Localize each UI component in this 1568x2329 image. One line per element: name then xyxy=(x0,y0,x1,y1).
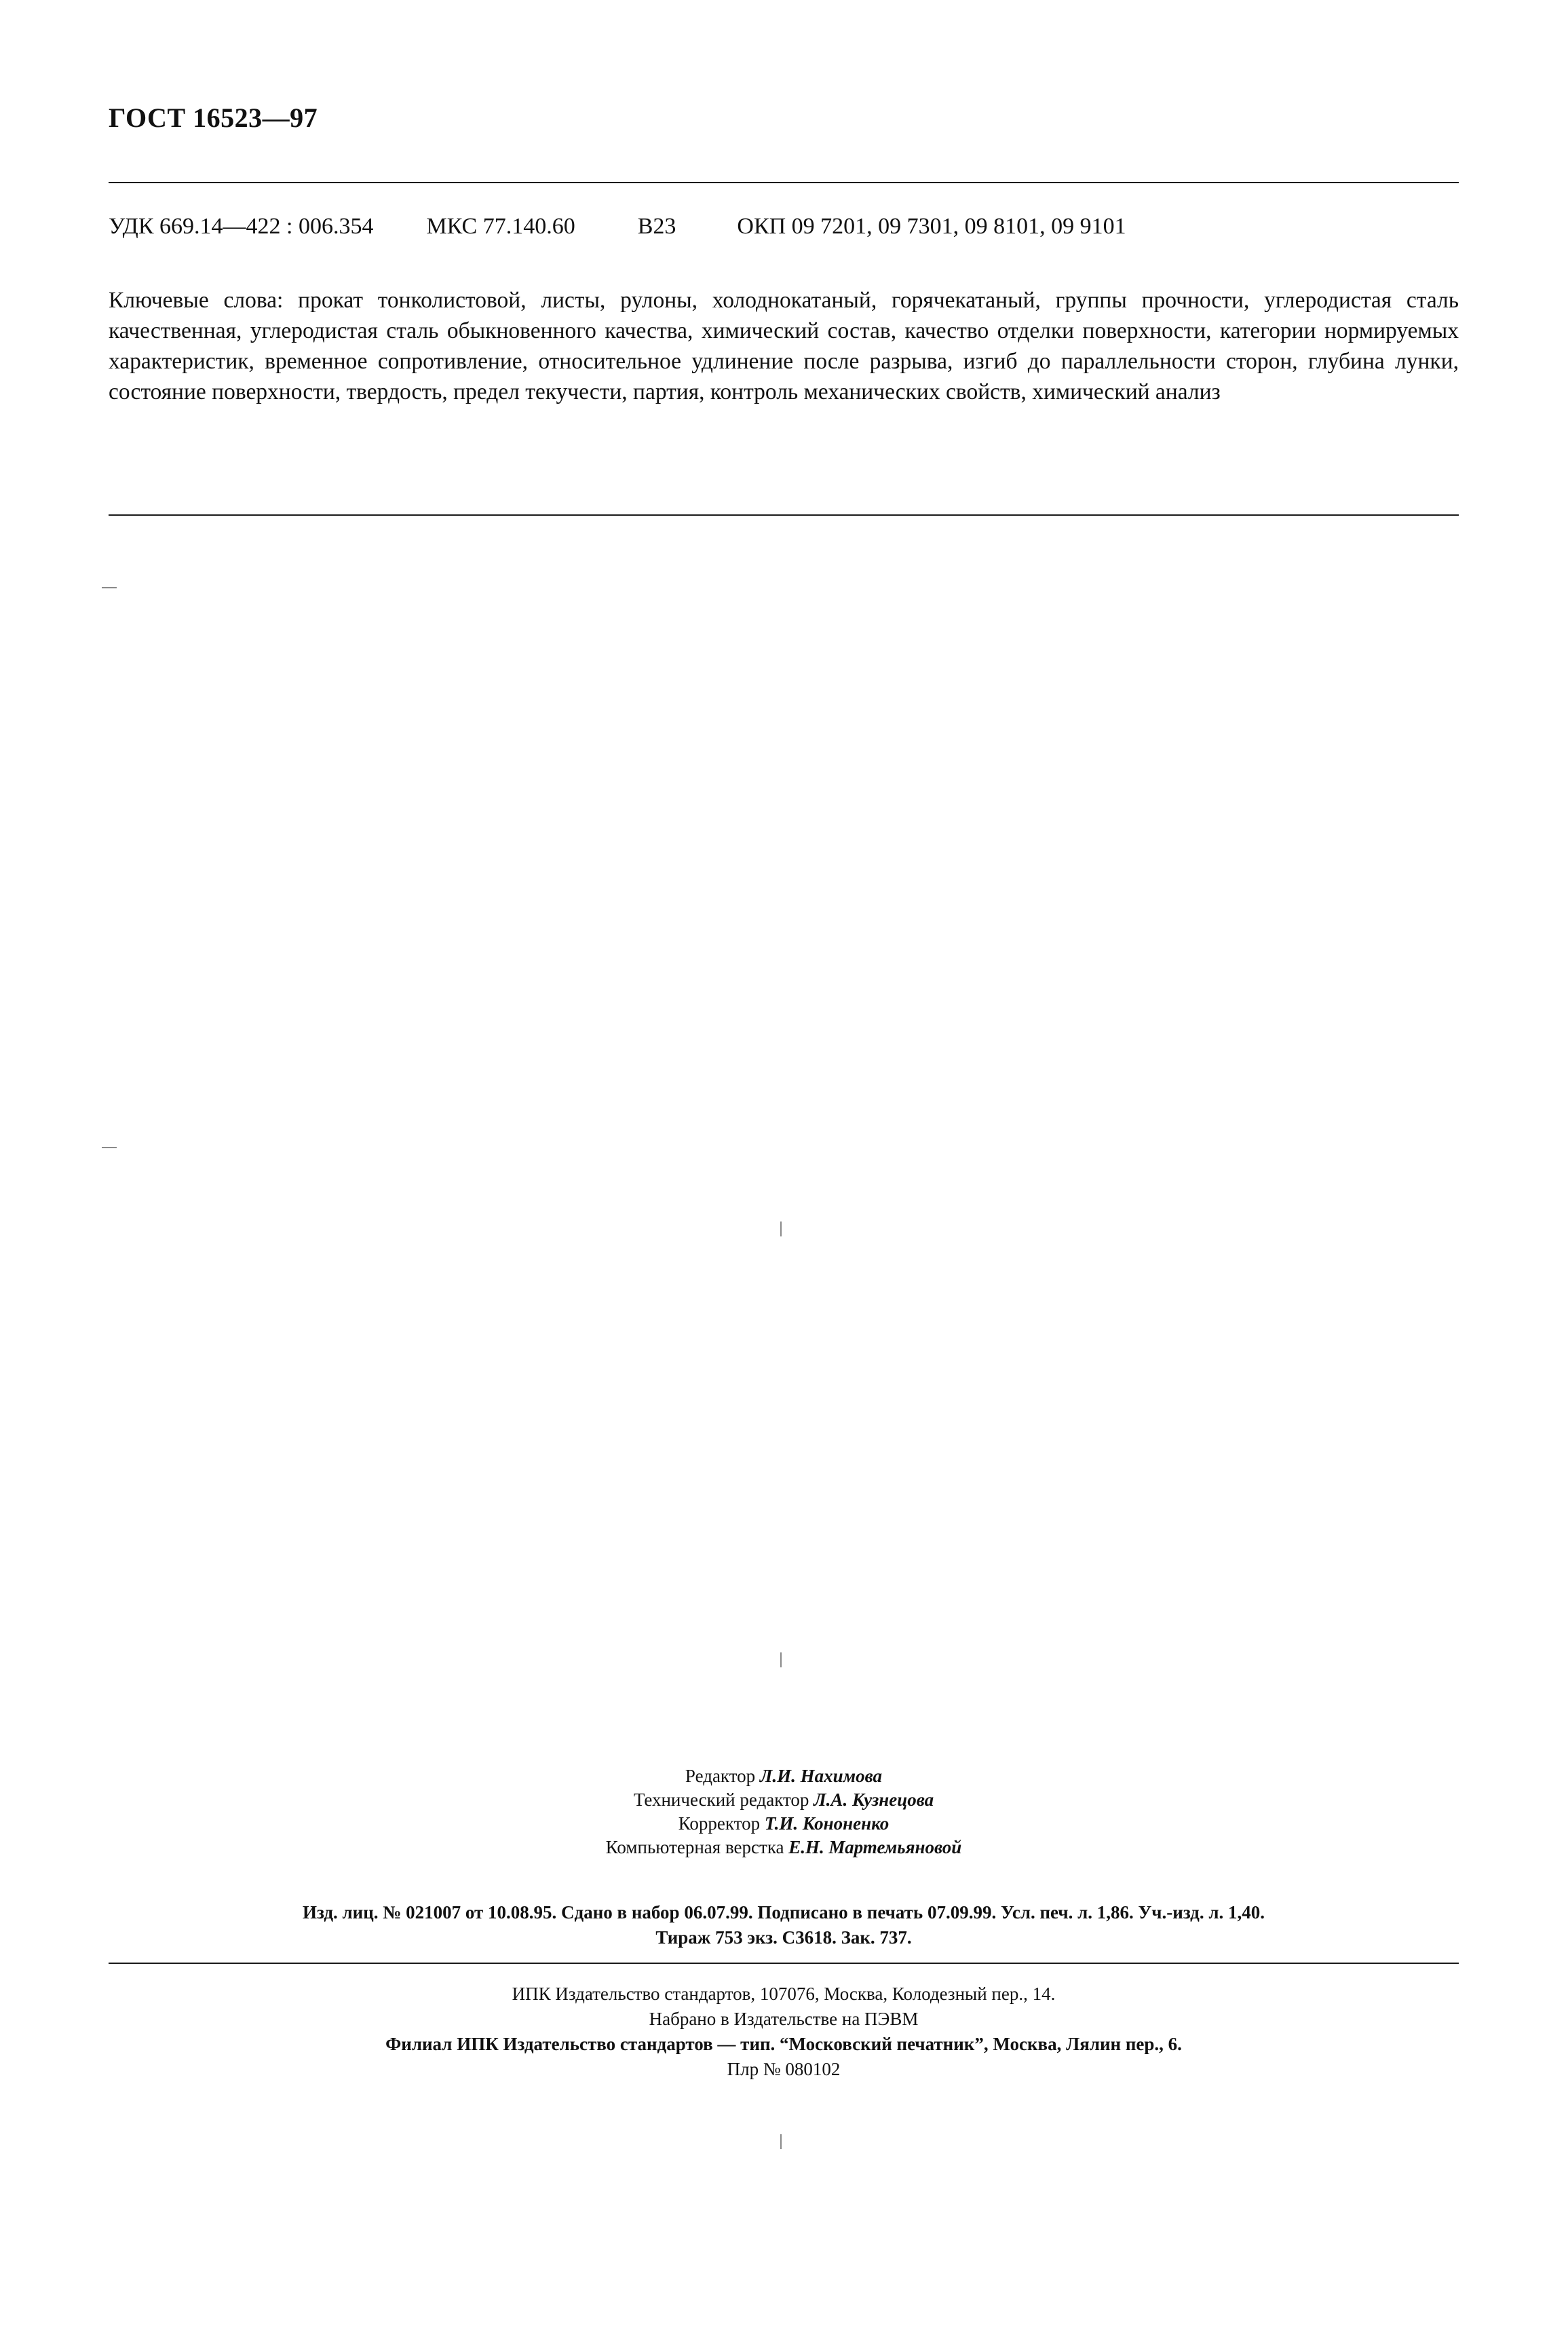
keywords-block xyxy=(109,285,1459,407)
udk-code: УДК 669.14—422 : 006.354 xyxy=(109,214,374,239)
group-code: В23 xyxy=(637,214,676,239)
credit-role-editor: Редактор xyxy=(685,1766,756,1786)
credit-name-editor: Л.И. Нахимова xyxy=(759,1766,883,1786)
publisher-line-4: Плр № 080102 xyxy=(727,2059,841,2079)
crop-mark-center-lower xyxy=(780,1652,782,1667)
imprint-line-1: Изд. лиц. № 021007 от 10.08.95. Сдано в набор 06.07.99. Подписано в печать 07.09.99. Усл. печ. л. 1,86. Уч.-изд. л. 1,40. xyxy=(302,1902,1265,1923)
publisher-block xyxy=(109,1982,1459,2082)
keywords-label: Ключевые слова: xyxy=(109,288,284,313)
keywords-text: прокат тонколистовой, листы, рулоны, холоднокатаный, горячекатаный, группы прочности, углеродистая сталь качественная, углеродистая сталь обыкновенного качества, химический состав, качество отделки поверхности, категории нормируемых характеристик, временное сопротивление, относительное удлинение после разрыва, изгиб до параллельности сторон, глубина лунки, состояние поверхности, твердость, предел текучести, партия, контроль механических свойств, химический анализ xyxy=(109,288,1459,404)
page-content xyxy=(109,0,1459,2329)
credit-role-corrector: Корректор xyxy=(678,1813,761,1834)
crop-mark-bottom xyxy=(780,2134,782,2149)
page-title: ГОСТ 16523—97 xyxy=(109,102,318,133)
divider-top xyxy=(109,182,1459,183)
crop-mark-left-lower xyxy=(102,1147,117,1148)
credit-name-layout: Е.Н. Мартемьяновой xyxy=(788,1837,962,1857)
mks-code: МКС 77.140.60 xyxy=(426,214,575,239)
credit-line xyxy=(109,1788,1459,1812)
imprint-block xyxy=(109,1900,1459,1950)
crop-mark-left-upper xyxy=(102,587,117,588)
credit-name-corrector: Т.И. Кононенко xyxy=(764,1813,890,1834)
credit-role-technical-editor: Технический редактор xyxy=(633,1790,809,1810)
credit-line xyxy=(109,1764,1459,1788)
crop-mark-center xyxy=(780,1222,782,1236)
divider-bottom xyxy=(109,514,1459,516)
credit-name-technical-editor: Л.А. Кузнецова xyxy=(814,1790,934,1810)
credit-role-layout: Компьютерная верстка xyxy=(605,1837,784,1857)
publisher-line-2: Набрано в Издательстве на ПЭВМ xyxy=(649,2009,919,2029)
okp-code: ОКП 09 7201, 09 7301, 09 8101, 09 9101 xyxy=(737,214,1126,239)
credit-line xyxy=(109,1812,1459,1836)
imprint-line-2: Тираж 753 экз. С3618. Зак. 737. xyxy=(655,1927,912,1948)
publisher-line-3: Филиал ИПК Издательство стандартов — тип. “Московский печатник”, Москва, Лялин пер., 6. xyxy=(385,2034,1182,2054)
publisher-line-1: ИПК Издательство стандартов, 107076, Москва, Колодезный пер., 14. xyxy=(512,1984,1056,2004)
classification-codes xyxy=(109,214,1459,240)
credits-block xyxy=(109,1764,1459,1859)
credit-line xyxy=(109,1836,1459,1859)
divider-imprint xyxy=(109,1963,1459,1964)
